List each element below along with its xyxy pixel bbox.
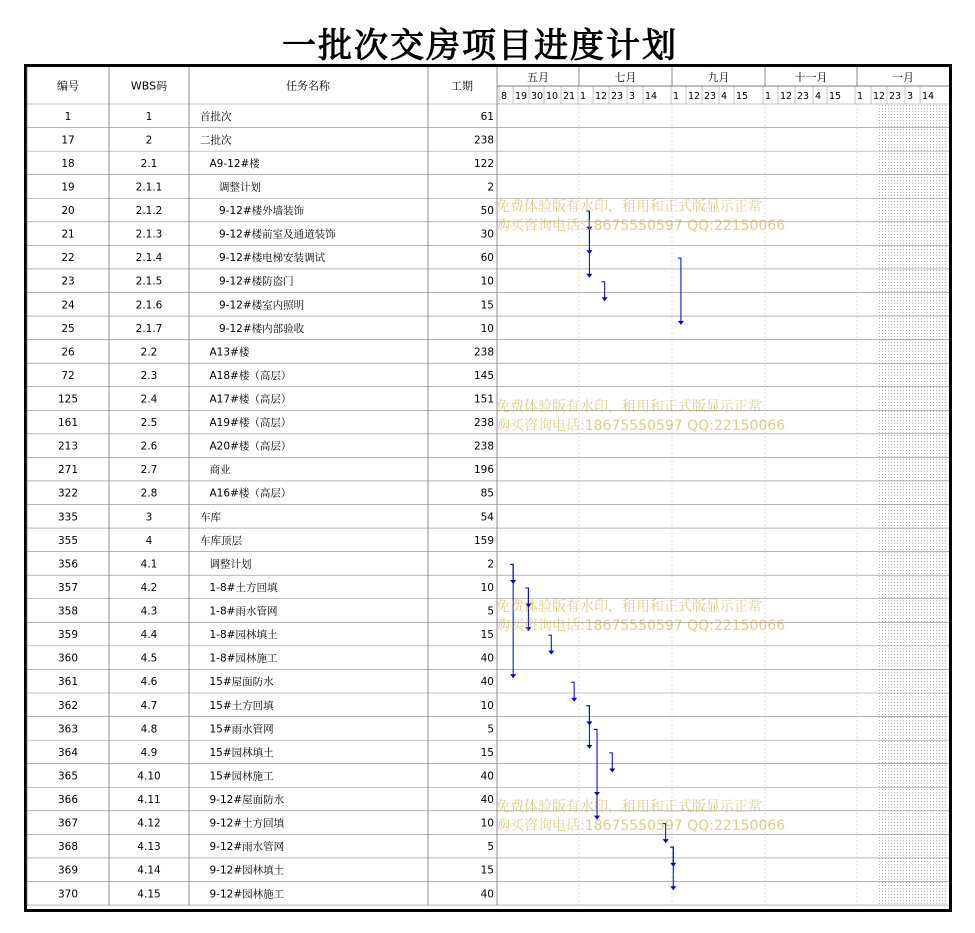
task-name: 9-12#园林施工 <box>209 888 285 901</box>
task-name: A16#楼（高层） <box>209 487 292 500</box>
day-label: 12 <box>688 91 701 102</box>
task-name: A20#楼（高层） <box>209 440 292 453</box>
dependency-link <box>525 588 528 630</box>
task-wbs: 4.13 <box>137 841 161 854</box>
task-wbs: 2.8 <box>140 487 158 500</box>
dependency-link <box>586 211 589 277</box>
task-name: A13#楼 <box>209 346 250 359</box>
day-label: 14 <box>922 91 935 102</box>
task-duration: 10 <box>480 322 494 335</box>
task-duration: 2 <box>487 181 494 194</box>
task-duration: 145 <box>473 369 494 382</box>
task-name: 15#屋面防水 <box>209 676 274 689</box>
task-wbs: 2.7 <box>140 464 158 477</box>
task-wbs: 4.1 <box>140 558 158 571</box>
task-id: 20 <box>61 205 75 218</box>
watermark: 免费体验版有水印，租用和正式版显示正常 购买咨询电话:18675550597 QQ:22150066 <box>496 199 786 234</box>
task-id: 23 <box>61 275 75 288</box>
task-wbs: 2.1.3 <box>135 228 163 241</box>
task-name: A18#楼（高层） <box>209 369 292 382</box>
task-duration: 54 <box>480 511 494 524</box>
task-id: 322 <box>57 487 79 500</box>
day-label: 1 <box>765 91 772 102</box>
task-name: 9-12#楼防盗门 <box>219 275 294 288</box>
task-name: 9-12#楼前室及通道装饰 <box>219 228 336 241</box>
task-duration: 85 <box>480 487 494 500</box>
header-wbs: WBS码 <box>130 79 168 93</box>
task-duration: 15 <box>480 629 494 642</box>
task-duration: 196 <box>473 464 494 477</box>
task-id: 25 <box>61 322 75 335</box>
task-id: 271 <box>57 464 79 477</box>
task-id: 19 <box>61 181 75 194</box>
dependency-arrow <box>609 768 615 772</box>
task-wbs: 2.4 <box>140 393 158 406</box>
dependency-link <box>586 706 589 748</box>
task-duration: 238 <box>473 346 494 359</box>
task-id: 18 <box>61 157 75 170</box>
task-name: 9-12#雨水管网 <box>209 841 285 854</box>
month-label: 七月 <box>614 71 637 84</box>
watermark: 免费体验版有水印，租用和正式版显示正常 购买咨询电话:18675550597 QQ:22150066 <box>496 399 786 434</box>
task-name: 9-12#园林填土 <box>209 864 285 877</box>
task-duration: 10 <box>480 275 494 288</box>
task-wbs: 4.15 <box>137 888 161 901</box>
task-name: 9-12#屋面防水 <box>209 794 285 807</box>
task-id: 365 <box>57 770 79 783</box>
task-wbs: 2.5 <box>140 417 158 430</box>
day-label: 15 <box>736 91 749 102</box>
task-wbs: 2.6 <box>140 440 158 453</box>
day-label: 1 <box>857 91 864 102</box>
month-label: 十一月 <box>794 71 828 84</box>
task-id: 358 <box>57 605 79 618</box>
task-duration: 15 <box>480 864 494 877</box>
dependency-link <box>594 729 597 818</box>
dependency-arrow <box>548 651 554 655</box>
task-wbs: 4 <box>145 534 153 547</box>
task-name: 1-8#雨水管网 <box>209 605 278 618</box>
day-label: 3 <box>629 91 636 102</box>
task-wbs: 4.5 <box>140 652 158 665</box>
day-label: 12 <box>780 91 793 102</box>
task-wbs: 4.3 <box>140 605 158 618</box>
task-wbs: 2.1.2 <box>135 205 163 218</box>
task-name: 1-8#园林施工 <box>209 652 278 665</box>
task-wbs: 4.14 <box>137 864 161 877</box>
task-duration: 238 <box>473 417 494 430</box>
task-duration: 10 <box>480 817 494 830</box>
task-wbs: 2.3 <box>140 369 158 382</box>
task-name: 车库顶层 <box>200 534 242 547</box>
task-duration: 159 <box>473 534 494 547</box>
task-name: 15#园林填土 <box>209 746 274 759</box>
task-wbs: 2.2 <box>140 346 158 359</box>
task-name: 车库 <box>200 511 221 524</box>
task-name: 1-8#土方回填 <box>209 581 278 594</box>
task-name: 调整计划 <box>219 181 261 194</box>
task-wbs: 3 <box>145 511 153 524</box>
dependency-arrow <box>663 839 669 843</box>
task-wbs: 4.7 <box>140 699 158 712</box>
dependency-arrow <box>571 698 577 702</box>
task-wbs: 4.6 <box>140 676 158 689</box>
day-label: 23 <box>611 91 624 102</box>
month-label: 一月 <box>892 71 914 84</box>
day-label: 23 <box>889 91 902 102</box>
task-id: 21 <box>61 228 75 241</box>
day-label: 4 <box>815 91 822 102</box>
header-no: 编号 <box>57 79 79 93</box>
day-label: 12 <box>873 91 886 102</box>
task-duration: 60 <box>480 252 494 265</box>
task-id: 22 <box>61 252 75 265</box>
task-name: A9-12#楼 <box>209 157 260 170</box>
dependency-arrow <box>602 297 608 301</box>
task-duration: 5 <box>487 723 494 736</box>
task-wbs: 2 <box>145 134 153 147</box>
dependency-arrow <box>525 627 531 631</box>
task-wbs: 2.1.4 <box>135 252 163 265</box>
task-id: 364 <box>57 746 79 759</box>
task-name: 9-12#楼电梯安装调试 <box>219 252 326 265</box>
task-name: 15#雨水管网 <box>209 723 274 736</box>
task-duration: 10 <box>480 699 494 712</box>
day-label: 10 <box>546 91 559 102</box>
task-duration: 5 <box>487 841 494 854</box>
day-label: 12 <box>595 91 608 102</box>
month-label: 五月 <box>527 71 549 84</box>
task-duration: 122 <box>473 157 494 170</box>
task-wbs: 4.8 <box>140 723 158 736</box>
task-duration: 5 <box>487 605 494 618</box>
day-label: 23 <box>704 91 717 102</box>
task-id: 369 <box>57 864 79 877</box>
task-duration: 238 <box>473 134 494 147</box>
day-label: 3 <box>907 91 914 102</box>
task-wbs: 1 <box>145 110 153 123</box>
day-label: 30 <box>531 91 544 102</box>
task-name: 15#土方回填 <box>209 699 274 712</box>
task-duration: 15 <box>480 299 494 312</box>
task-duration: 50 <box>480 205 494 218</box>
task-wbs: 4.4 <box>140 629 158 642</box>
dependency-arrow <box>586 745 592 749</box>
task-name: A17#楼（高层） <box>209 393 292 406</box>
task-name: 9-12#楼外墙装饰 <box>219 205 305 218</box>
task-duration: 40 <box>480 888 494 901</box>
task-id: 125 <box>57 393 79 406</box>
task-name: 9-12#楼内部验收 <box>219 322 305 335</box>
task-id: 370 <box>57 888 79 901</box>
day-label: 23 <box>797 91 810 102</box>
watermark: 免费体验版有水印，租用和正式版显示正常 购买咨询电话:18675550597 QQ:22150066 <box>496 799 786 834</box>
task-name: 1-8#园林填土 <box>209 629 278 642</box>
task-id: 335 <box>57 511 79 524</box>
dependency-arrow <box>670 886 676 890</box>
day-label: 21 <box>563 91 576 102</box>
task-id: 368 <box>57 841 79 854</box>
task-wbs: 2.1.7 <box>135 322 163 335</box>
task-duration: 2 <box>487 558 494 571</box>
task-name: 15#园林施工 <box>209 770 274 783</box>
task-id: 367 <box>57 817 79 830</box>
task-name: 9-12#土方回填 <box>209 817 285 830</box>
task-id: 363 <box>57 723 79 736</box>
task-duration: 40 <box>480 794 494 807</box>
task-wbs: 2.1.1 <box>135 181 163 194</box>
task-id: 366 <box>57 794 79 807</box>
task-id: 213 <box>57 440 79 453</box>
dependency-arrow <box>510 674 516 678</box>
task-wbs: 2.1.6 <box>135 299 163 312</box>
task-id: 17 <box>61 134 75 147</box>
dependency-arrow <box>678 321 684 325</box>
day-label: 8 <box>501 91 508 102</box>
month-label: 九月 <box>707 71 730 84</box>
task-id: 355 <box>57 534 79 547</box>
task-name: 首批次 <box>200 110 232 123</box>
task-id: 361 <box>57 676 79 689</box>
task-duration: 61 <box>480 110 494 123</box>
task-duration: 238 <box>473 440 494 453</box>
task-wbs: 2.1 <box>140 157 158 170</box>
task-id: 357 <box>57 581 79 594</box>
task-id: 72 <box>61 369 75 382</box>
task-duration: 30 <box>480 228 494 241</box>
dependency-arrow <box>586 274 592 278</box>
task-duration: 151 <box>473 393 494 406</box>
task-duration: 15 <box>480 746 494 759</box>
task-name: 调整计划 <box>209 558 252 571</box>
header-dur: 工期 <box>451 79 473 93</box>
task-wbs: 2.1.5 <box>135 275 163 288</box>
task-id: 362 <box>57 699 79 712</box>
task-name: 9-12#楼室内照明 <box>219 299 305 312</box>
task-id: 161 <box>57 417 79 430</box>
task-id: 359 <box>57 629 79 642</box>
task-wbs: 4.9 <box>140 746 158 759</box>
day-label: 4 <box>721 91 728 102</box>
task-duration: 10 <box>480 581 494 594</box>
dependency-arrow <box>594 816 600 820</box>
task-id: 356 <box>57 558 79 571</box>
task-duration: 40 <box>480 770 494 783</box>
task-name: 商业 <box>209 464 231 477</box>
dependency-link <box>678 258 681 324</box>
day-label: 15 <box>829 91 842 102</box>
day-label: 14 <box>645 91 658 102</box>
task-name: A19#楼（高层） <box>209 417 292 430</box>
day-label: 1 <box>673 91 680 102</box>
task-duration: 40 <box>480 652 494 665</box>
task-wbs: 4.11 <box>137 794 161 807</box>
task-wbs: 4.10 <box>137 770 161 783</box>
task-id: 26 <box>61 346 75 359</box>
task-id: 24 <box>61 299 75 312</box>
task-id: 360 <box>57 652 79 665</box>
day-label: 1 <box>580 91 587 102</box>
day-label: 19 <box>515 91 528 102</box>
task-name: 二批次 <box>200 134 232 147</box>
header-name: 任务名称 <box>286 79 330 93</box>
task-duration: 40 <box>480 676 494 689</box>
task-wbs: 4.12 <box>137 817 161 830</box>
task-id: 1 <box>64 110 72 123</box>
page-title: 一批次交房项目进度计划 <box>282 26 678 66</box>
watermark: 免费体验版有水印，租用和正式版显示正常 购买咨询电话:18675550597 QQ:22150066 <box>496 599 786 634</box>
task-wbs: 4.2 <box>140 581 158 594</box>
